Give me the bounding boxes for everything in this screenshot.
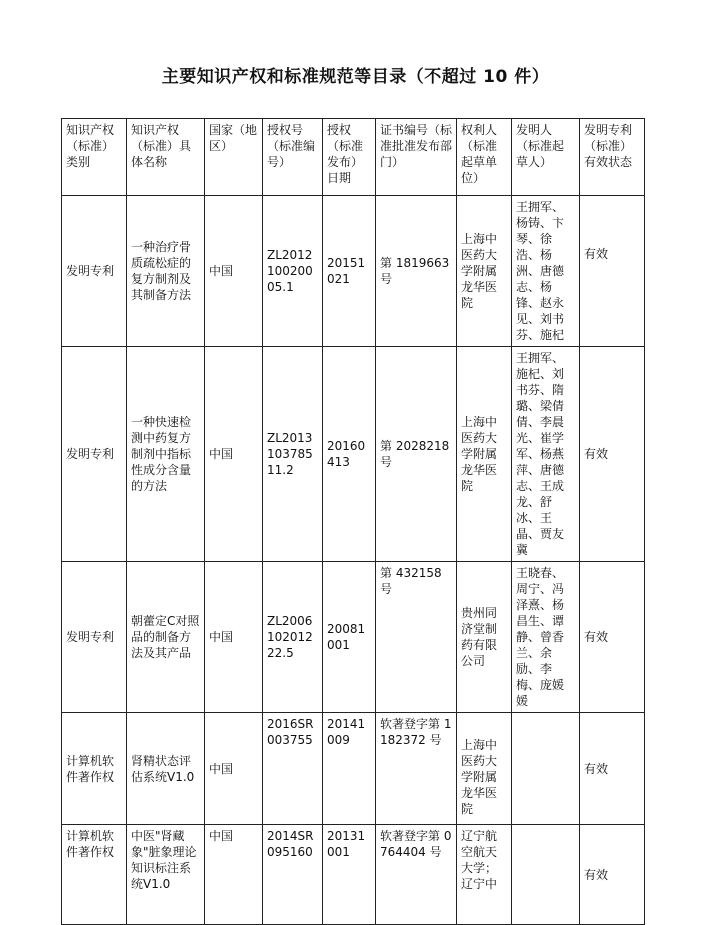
inventors-cell: 王晓春、周宁、冯泽熹、杨昌生、谭静、曾香兰、余励、李梅、庞媛媛: [512, 562, 580, 713]
cert-cell: 软著登字第 0764404 号: [376, 825, 457, 925]
header-cell: 证书编号（标准批准发布部门）: [376, 119, 457, 196]
header-cell: 国家（地区）: [205, 119, 263, 196]
cert-cell: 第 2028218 号: [376, 347, 457, 562]
table-row: [62, 347, 645, 562]
header-cell: 权利人（标准起草单位）: [457, 119, 512, 196]
ip-type-cell: 计算机软件著作权: [62, 825, 127, 925]
header-cell: 发明专利（标准）有效状态: [580, 119, 645, 196]
country-cell: 中国: [205, 713, 263, 825]
ip-name-cell: 中医"肾藏象"脏象理论知识标注系统V1.0: [127, 825, 205, 925]
country-cell: 中国: [205, 196, 263, 347]
inventors-cell: [512, 825, 580, 925]
table-row: [62, 713, 645, 825]
header-cell: 知识产权（标准）具体名称: [127, 119, 205, 196]
number-cell: ZL200610201222.5: [263, 562, 323, 713]
ip-name-cell: 一种快速检测中药复方制剂中指标性成分含量的方法: [127, 347, 205, 562]
country-cell: 中国: [205, 562, 263, 713]
date-cell: 20141009: [323, 713, 376, 825]
page-title: 主要知识产权和标准规范等目录（不超过 10 件）: [161, 67, 550, 87]
ip-type-cell: 发明专利: [62, 347, 127, 562]
date-cell: 20131001: [323, 825, 376, 925]
owner-cell: 贵州同济堂制药有限公司: [457, 562, 512, 713]
ip-table: [61, 118, 645, 925]
number-cell: ZL201210020005.1: [263, 196, 323, 347]
header-cell: 发明人（标准起草人）: [512, 119, 580, 196]
owner-cell: 辽宁航空航天大学；辽宁中: [457, 825, 512, 925]
header-cell: 授权号（标准编号）: [263, 119, 323, 196]
status-cell: 有效: [580, 713, 645, 825]
status-cell: 有效: [580, 347, 645, 562]
ip-name-cell: 朝藿定C对照品的制备方法及其产品: [127, 562, 205, 713]
ip-type-cell: 发明专利: [62, 196, 127, 347]
inventors-cell: [512, 713, 580, 825]
ip-type-cell: 发明专利: [62, 562, 127, 713]
number-cell: ZL201310378511.2: [263, 347, 323, 562]
country-cell: 中国: [205, 347, 263, 562]
date-cell: 20151021: [323, 196, 376, 347]
header-row: [62, 119, 645, 196]
table-row: [62, 562, 645, 713]
cert-cell: 第 1819663 号: [376, 196, 457, 347]
cert-cell: 软著登字第 1182372 号: [376, 713, 457, 825]
inventors-cell: 王拥军、杨铸、卞琴、徐浩、杨洲、唐德志、杨锋、赵永见、刘书芬、施杞: [512, 196, 580, 347]
owner-cell: 上海中医药大学附属龙华医院: [457, 713, 512, 825]
cert-cell: 第 432158 号: [376, 562, 457, 713]
ip-name-cell: 肾精状态评估系统V1.0: [127, 713, 205, 825]
number-cell: 2014SR095160: [263, 825, 323, 925]
ip-name-cell: 一种治疗骨质疏松症的复方制剂及其制备方法: [127, 196, 205, 347]
table-row: [62, 825, 645, 925]
header-cell: 知识产权（标准）类别: [62, 119, 127, 196]
status-cell: 有效: [580, 825, 645, 925]
country-cell: 中国: [205, 825, 263, 925]
date-cell: 20160413: [323, 347, 376, 562]
date-cell: 20081001: [323, 562, 376, 713]
header-cell: 授权（标准发布）日期: [323, 119, 376, 196]
number-cell: 2016SR003755: [263, 713, 323, 825]
inventors-cell: 王拥军、施杞、刘书芬、隋璐、梁倩倩、李晨光、崔学军、杨燕萍、唐德志、王成龙、舒冰、王晶、贾友冀: [512, 347, 580, 562]
status-cell: 有效: [580, 562, 645, 713]
ip-type-cell: 计算机软件著作权: [62, 713, 127, 825]
owner-cell: 上海中医药大学附属龙华医院: [457, 347, 512, 562]
status-cell: 有效: [580, 196, 645, 347]
table-row: [62, 196, 645, 347]
owner-cell: 上海中医药大学附属龙华医院: [457, 196, 512, 347]
